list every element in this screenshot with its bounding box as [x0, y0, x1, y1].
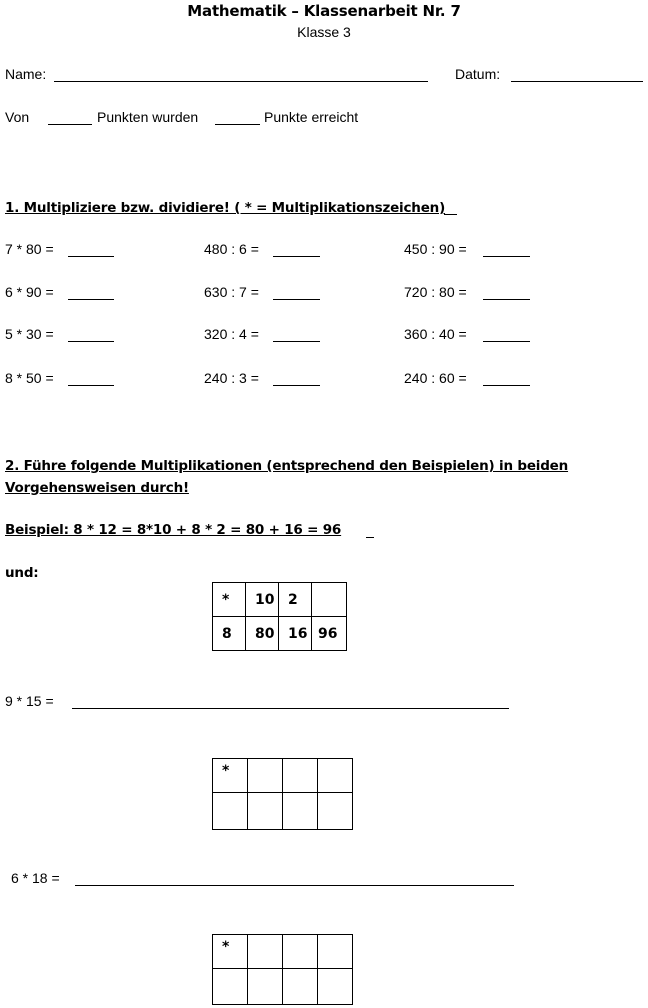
task1-problem: 8 * 50 =	[5, 370, 54, 386]
page-title: Mathematik – Klassenarbeit Nr. 7	[187, 2, 461, 20]
answer-blank[interactable]	[483, 256, 530, 257]
und-label: und:	[5, 565, 39, 581]
task1-heading-tail	[444, 214, 457, 215]
points-mid: Punkten wurden	[97, 109, 199, 125]
answer-blank[interactable]	[68, 256, 114, 257]
blank-table-9x15[interactable]	[212, 758, 353, 830]
points-end: Punkte erreicht	[264, 109, 359, 125]
table-cell[interactable]	[318, 969, 353, 1005]
example-table	[212, 582, 347, 651]
answer-line-6x18[interactable]	[75, 885, 514, 886]
task1-problem: 240 : 60 =	[404, 370, 467, 386]
task1-problem: 320 : 4 =	[204, 326, 259, 342]
table-cell[interactable]	[248, 969, 283, 1005]
table-cell: 10	[246, 583, 279, 617]
task1-problem: 5 * 30 =	[5, 326, 54, 342]
table-cell: 16	[279, 617, 312, 651]
table-row	[213, 935, 353, 969]
example-line: Beispiel: 8 * 12 = 8*10 + 8 * 2 = 80 + 16 = 96	[5, 522, 342, 538]
date-label: Datum:	[455, 66, 501, 82]
table-cell: 8	[213, 617, 246, 651]
task1-problem: 480 : 6 =	[204, 241, 259, 257]
problem-9x15: 9 * 15 =	[5, 693, 54, 709]
table-cell: *	[213, 935, 248, 969]
table-cell[interactable]	[248, 935, 283, 969]
points-von: Von	[5, 109, 30, 125]
table-cell[interactable]	[248, 759, 283, 793]
answer-blank[interactable]	[483, 299, 530, 300]
name-field[interactable]	[5, 66, 46, 82]
answer-line-9x15[interactable]	[72, 708, 509, 709]
table-cell[interactable]	[318, 759, 353, 793]
points-reached-blank[interactable]	[215, 124, 260, 125]
problem-6x18: 6 * 18 =	[11, 870, 60, 886]
task1-problem: 720 : 80 =	[404, 284, 467, 300]
table-cell[interactable]	[283, 793, 318, 830]
table-cell[interactable]	[318, 935, 353, 969]
task1-problem: 630 : 7 =	[204, 284, 259, 300]
date-field[interactable]	[455, 66, 500, 82]
task1-problem: 240 : 3 =	[204, 370, 259, 386]
table-row	[213, 617, 347, 651]
answer-blank[interactable]	[273, 341, 320, 342]
table-cell: *	[213, 583, 246, 617]
table-row	[213, 759, 353, 793]
table-cell[interactable]	[283, 935, 318, 969]
table-cell: 2	[279, 583, 312, 617]
table-row	[213, 583, 347, 617]
table-row	[213, 969, 353, 1005]
table-cell: 96	[312, 617, 347, 651]
task2-heading: 2. Führe folgende Multiplikationen (entsprechend den Beispielen) in beiden	[5, 458, 569, 474]
page-subtitle: Klasse 3	[297, 24, 351, 40]
name-label: Name:	[5, 66, 47, 82]
answer-blank[interactable]	[273, 299, 320, 300]
example-underline-tail	[366, 537, 374, 538]
answer-blank[interactable]	[68, 341, 114, 342]
points-total-blank[interactable]	[48, 124, 92, 125]
answer-blank[interactable]	[273, 256, 320, 257]
answer-blank[interactable]	[483, 341, 530, 342]
table-cell[interactable]	[283, 969, 318, 1005]
table-cell: *	[213, 759, 248, 793]
table-cell[interactable]	[248, 793, 283, 830]
table-cell[interactable]	[213, 793, 248, 830]
table-cell[interactable]	[213, 969, 248, 1005]
task1-problem: 6 * 90 =	[5, 284, 54, 300]
task2-heading-cont: Vorgehensweisen durch!	[5, 480, 189, 496]
table-cell[interactable]	[283, 759, 318, 793]
task1-heading: 1. Multipliziere bzw. dividiere! ( * = Multiplikationszeichen)	[5, 200, 446, 216]
answer-blank[interactable]	[68, 299, 114, 300]
blank-table-6x18[interactable]	[212, 934, 353, 1005]
table-cell	[312, 583, 347, 617]
answer-blank[interactable]	[483, 385, 530, 386]
task1-problem: 7 * 80 =	[5, 241, 54, 257]
answer-blank[interactable]	[68, 385, 114, 386]
date-line[interactable]	[511, 81, 643, 82]
name-line[interactable]	[54, 81, 428, 82]
table-row	[213, 793, 353, 830]
answer-blank[interactable]	[273, 385, 320, 386]
table-cell[interactable]	[318, 793, 353, 830]
table-cell: 80	[246, 617, 279, 651]
task1-problem: 360 : 40 =	[404, 326, 467, 342]
task1-problem: 450 : 90 =	[404, 241, 467, 257]
